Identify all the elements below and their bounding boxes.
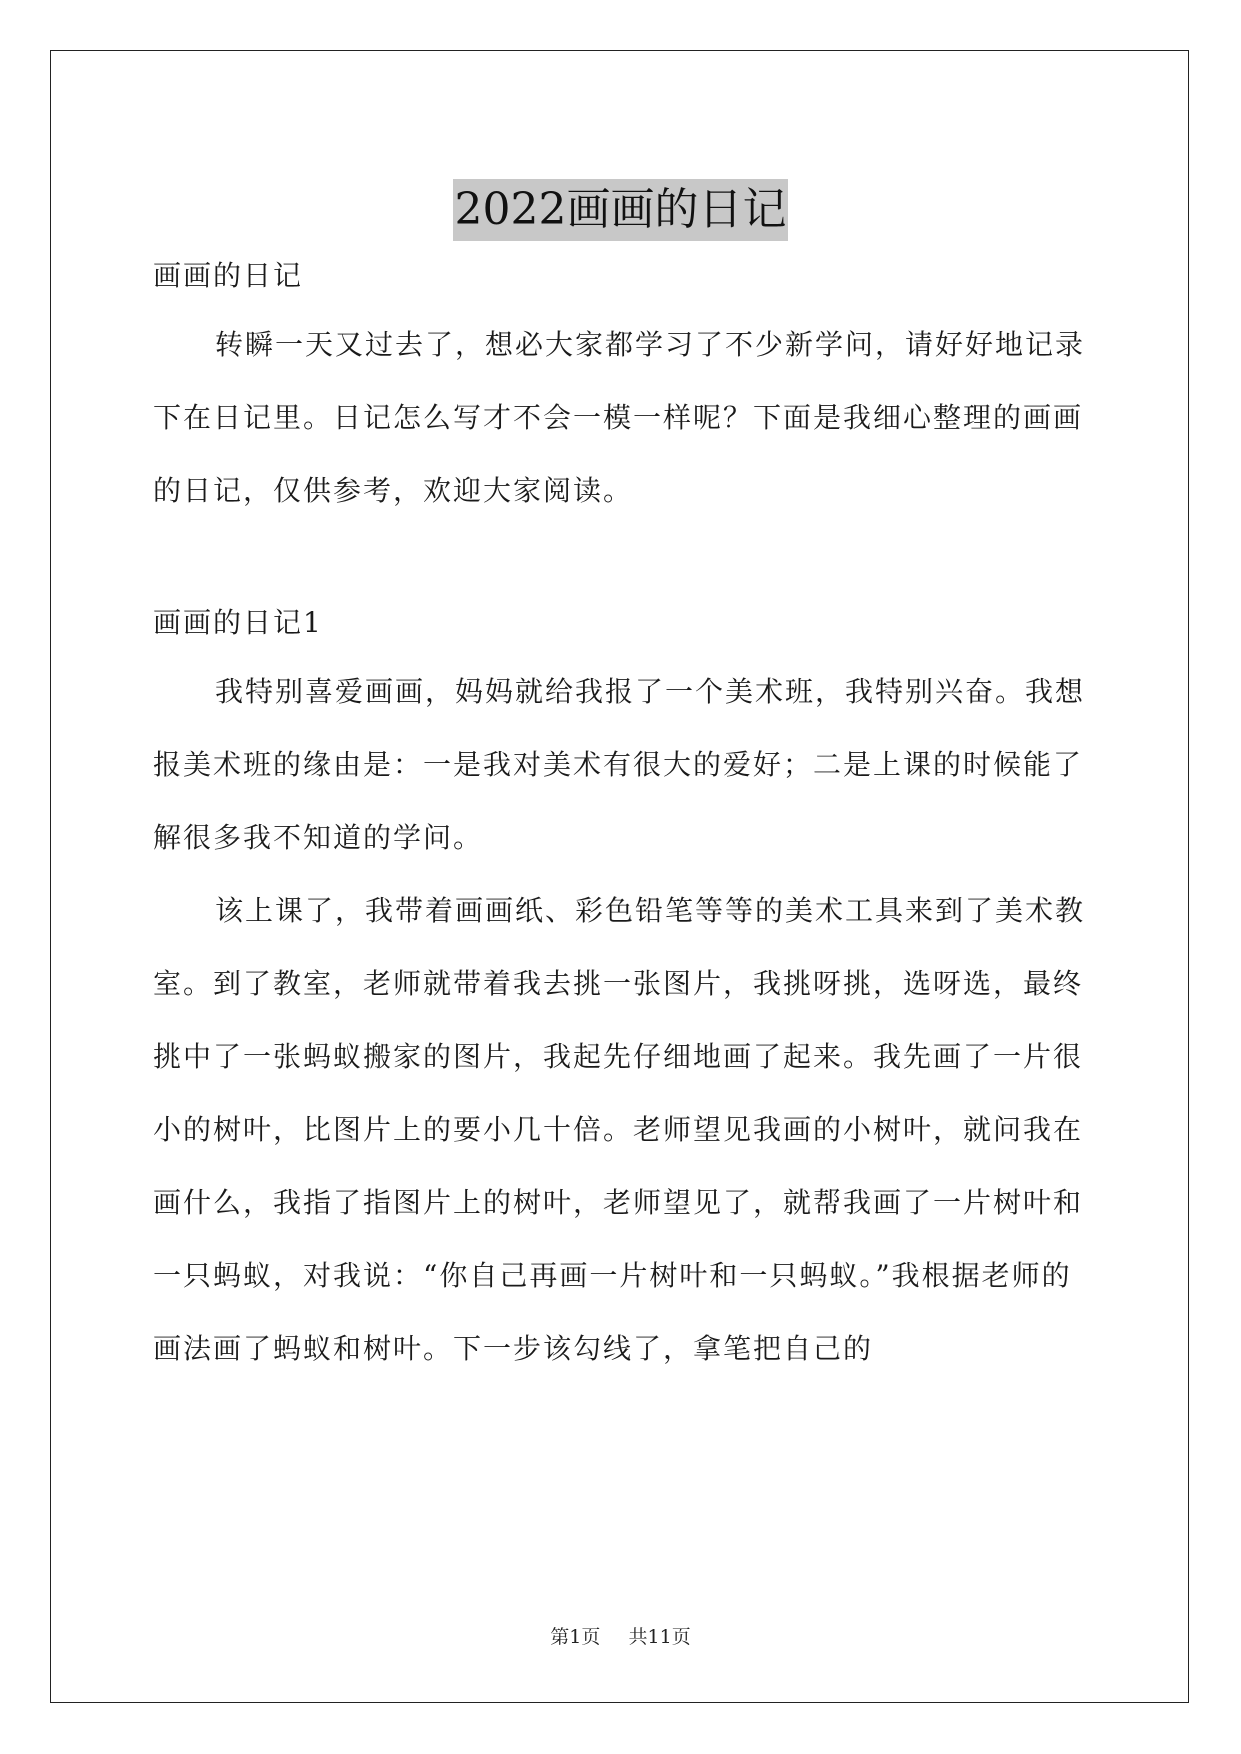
document-body bbox=[153, 256, 1093, 1385]
section1-heading: 画画的日记1 bbox=[153, 606, 323, 639]
title-container bbox=[0, 150, 1241, 271]
page-footer bbox=[0, 1622, 1241, 1649]
page-number: 第1页 bbox=[550, 1626, 601, 1648]
intro-paragraph: 转瞬一天又过去了，想必大家都学习了不少新学问，请好好地记录下在日记里。日记怎么写才不会一模一样呢？下面是我细心整理的画画的日记，仅供参考，欢迎大家阅读。 bbox=[153, 328, 1086, 507]
section1-paragraph-1: 我特别喜爱画画，妈妈就给我报了一个美术班，我特别兴奋。我想报美术班的缘由是：一是我对美术有很大的爱好；二是上课的时候能了解很多我不知道的学问。 bbox=[153, 675, 1086, 854]
total-pages: 共11页 bbox=[628, 1626, 691, 1648]
document-title: 2022画画的日记 bbox=[453, 179, 789, 241]
section1-paragraph-2: 该上课了，我带着画画纸、彩色铅笔等等的美术工具来到了美术教室。到了教室，老师就带着我去挑一张图片，我挑呀挑，选呀选，最终挑中了一张蚂蚁搬家的图片，我起先仔细地画了起来。我先画了一片很小的树叶，比图片上的要小几十倍。老师望见我画的小树叶，就问我在画什么，我指了指图片上的树叶，老师望见了，就帮我画了一片树叶和一只蚂蚁，对我说：“你自己再画一片树叶和一只蚂蚁。”我根据老师的画法画了蚂蚁和树叶。下一步该勾线了，拿笔把自己的 bbox=[153, 894, 1086, 1365]
intro-heading: 画画的日记 bbox=[153, 259, 304, 292]
